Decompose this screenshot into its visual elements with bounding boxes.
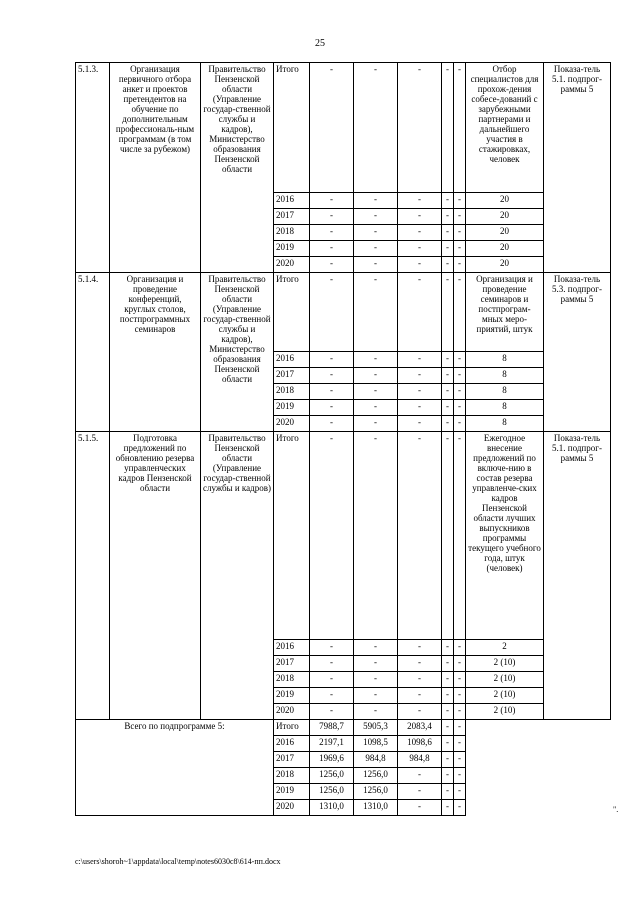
total-value: -	[454, 784, 466, 800]
year-cell: 2017	[274, 656, 310, 672]
year-cell: Итого	[274, 432, 310, 640]
item-executor: Правительство Пензенской области (Управление государ-ственной службы и кадров)	[201, 432, 274, 720]
indicator-value: 2 (10)	[466, 688, 544, 704]
item-name: Подготовка предложений по обновлению резерва управленческих кадров Пензенской области	[110, 432, 201, 720]
total-value: 984,8	[354, 752, 398, 768]
dash-cell: -	[442, 656, 454, 672]
dash-cell: -	[398, 241, 442, 257]
dash-cell: -	[454, 432, 466, 640]
dash-cell: -	[398, 672, 442, 688]
total-value: -	[398, 784, 442, 800]
indicator-value: 2 (10)	[466, 656, 544, 672]
total-year: 2020	[274, 800, 310, 816]
total-value: 1310,0	[354, 800, 398, 816]
dash-cell: -	[442, 416, 454, 432]
total-value: -	[442, 768, 454, 784]
total-value: 2197,1	[310, 736, 354, 752]
dash-cell: -	[354, 352, 398, 368]
dash-cell: -	[310, 257, 354, 273]
dash-cell: -	[398, 209, 442, 225]
total-year: 2019	[274, 784, 310, 800]
dash-cell: -	[442, 384, 454, 400]
dash-cell: -	[354, 257, 398, 273]
item-executor: Правительство Пензенской области (Управление государ-ственной службы и кадров), Министерство образования Пензенской области	[201, 273, 274, 432]
dash-cell: -	[354, 225, 398, 241]
total-value: 1310,0	[310, 800, 354, 816]
page-number: 25	[315, 38, 325, 49]
total-value: 2083,4	[398, 720, 442, 736]
total-value: -	[454, 800, 466, 816]
dash-cell: -	[442, 193, 454, 209]
dash-cell: -	[354, 193, 398, 209]
dash-cell: -	[442, 225, 454, 241]
dash-cell: -	[442, 241, 454, 257]
dash-cell: -	[398, 193, 442, 209]
total-value: -	[442, 720, 454, 736]
dash-cell: -	[354, 672, 398, 688]
dash-cell: -	[442, 209, 454, 225]
dash-cell: -	[454, 209, 466, 225]
dash-cell: -	[310, 384, 354, 400]
total-year: Итого	[274, 720, 310, 736]
dash-cell: -	[310, 688, 354, 704]
item-code: 5.1.4.	[76, 273, 110, 432]
dash-cell: -	[310, 656, 354, 672]
year-cell: 2018	[274, 672, 310, 688]
total-value: -	[442, 752, 454, 768]
year-cell: 2020	[274, 704, 310, 720]
total-value: 984,8	[398, 752, 442, 768]
dash-cell: -	[398, 257, 442, 273]
dash-cell: -	[354, 688, 398, 704]
dash-cell: -	[442, 352, 454, 368]
dash-cell: -	[310, 416, 354, 432]
dash-cell: -	[398, 63, 442, 193]
item-code: 5.1.5.	[76, 432, 110, 720]
year-cell: 2018	[274, 384, 310, 400]
indicator-value: 8	[466, 384, 544, 400]
dash-cell: -	[454, 368, 466, 384]
indicator-name: Отбор специалистов для прохож-дения собесе-дований с зарубежными партнерами и дальнейшего участия в стажировках, человек	[466, 63, 544, 193]
dash-cell: -	[354, 704, 398, 720]
dash-cell: -	[354, 384, 398, 400]
dash-cell: -	[398, 688, 442, 704]
indicator-name: Организация и проведение семинаров и постпрограм-мных меро-приятий, штук	[466, 273, 544, 352]
dash-cell: -	[442, 400, 454, 416]
target-indicator: Показа-тель 5.3. подпрог-раммы 5	[544, 273, 611, 432]
dash-cell: -	[310, 640, 354, 656]
dash-cell: -	[310, 400, 354, 416]
dash-cell: -	[398, 368, 442, 384]
dash-cell: -	[454, 400, 466, 416]
dash-cell: -	[310, 193, 354, 209]
indicator-value: 8	[466, 352, 544, 368]
dash-cell: -	[354, 273, 398, 352]
indicator-value: 2 (10)	[466, 704, 544, 720]
dash-cell: -	[442, 672, 454, 688]
table-row	[76, 63, 611, 193]
dash-cell: -	[454, 704, 466, 720]
indicator-value: 2	[466, 640, 544, 656]
table-row	[76, 720, 611, 736]
indicator-value: 20	[466, 225, 544, 241]
total-year: 2016	[274, 736, 310, 752]
total-value: -	[442, 800, 454, 816]
indicator-value: 2 (10)	[466, 672, 544, 688]
year-cell: Итого	[274, 273, 310, 352]
indicator-value: 8	[466, 400, 544, 416]
dash-cell: -	[398, 400, 442, 416]
dash-cell: -	[398, 704, 442, 720]
item-executor: Правительство Пензенской области (Управление государ-ственной службы и кадров), Министерство образования Пензенской области	[201, 63, 274, 273]
total-value: -	[454, 752, 466, 768]
total-value: -	[442, 784, 454, 800]
table-row	[76, 273, 611, 352]
dash-cell: -	[398, 432, 442, 640]
dash-cell: -	[398, 273, 442, 352]
total-value: 1098,6	[398, 736, 442, 752]
dash-cell: -	[310, 352, 354, 368]
year-cell: 2019	[274, 241, 310, 257]
dash-cell: -	[398, 640, 442, 656]
dash-cell: -	[454, 257, 466, 273]
dash-cell: -	[442, 257, 454, 273]
total-value: -	[398, 800, 442, 816]
dash-cell: -	[354, 416, 398, 432]
year-cell: 2019	[274, 400, 310, 416]
item-name: Организация и проведение конференций, круглых столов, постпрограммных семинаров	[110, 273, 201, 432]
total-value: -	[454, 736, 466, 752]
dash-cell: -	[310, 432, 354, 640]
dash-cell: -	[454, 640, 466, 656]
dash-cell: -	[354, 209, 398, 225]
item-code: 5.1.3.	[76, 63, 110, 273]
dash-cell: -	[454, 656, 466, 672]
empty-space	[466, 720, 611, 816]
year-cell: 2016	[274, 193, 310, 209]
dash-cell: -	[354, 640, 398, 656]
total-value: -	[442, 736, 454, 752]
dash-cell: -	[310, 63, 354, 193]
total-value: 1256,0	[354, 784, 398, 800]
trailing-mark: ".	[613, 805, 619, 814]
target-indicator: Показа-тель 5.1. подпрог-раммы 5	[544, 432, 611, 720]
total-value: 7988,7	[310, 720, 354, 736]
dash-cell: -	[398, 416, 442, 432]
dash-cell: -	[454, 672, 466, 688]
total-year: 2017	[274, 752, 310, 768]
dash-cell: -	[354, 656, 398, 672]
total-year: 2018	[274, 768, 310, 784]
indicator-value: 20	[466, 257, 544, 273]
total-value: 1256,0	[354, 768, 398, 784]
total-label: Всего по подпрограмме 5:	[76, 720, 274, 816]
total-value: 1098,5	[354, 736, 398, 752]
indicator-value: 20	[466, 193, 544, 209]
program-table	[75, 62, 611, 816]
indicator-value: 8	[466, 416, 544, 432]
dash-cell: -	[442, 63, 454, 193]
dash-cell: -	[310, 273, 354, 352]
year-cell: 2020	[274, 257, 310, 273]
dash-cell: -	[398, 352, 442, 368]
dash-cell: -	[310, 241, 354, 257]
dash-cell: -	[442, 688, 454, 704]
total-value: 1256,0	[310, 768, 354, 784]
year-cell: 2016	[274, 352, 310, 368]
total-value: -	[454, 768, 466, 784]
dash-cell: -	[310, 209, 354, 225]
file-path: c:\users\shoroh~1\appdata\local\temp\notes6030c8\614-пп.docx	[75, 857, 281, 866]
dash-cell: -	[454, 384, 466, 400]
dash-cell: -	[454, 416, 466, 432]
dash-cell: -	[354, 368, 398, 384]
dash-cell: -	[398, 225, 442, 241]
year-cell: 2018	[274, 225, 310, 241]
target-indicator: Показа-тель 5.1. подпрог-раммы 5	[544, 63, 611, 273]
indicator-value: 20	[466, 209, 544, 225]
total-value: 5905,3	[354, 720, 398, 736]
table-row	[76, 432, 611, 640]
dash-cell: -	[454, 193, 466, 209]
dash-cell: -	[442, 704, 454, 720]
indicator-value: 8	[466, 368, 544, 384]
dash-cell: -	[442, 640, 454, 656]
year-cell: Итого	[274, 63, 310, 193]
dash-cell: -	[354, 241, 398, 257]
dash-cell: -	[442, 368, 454, 384]
dash-cell: -	[442, 273, 454, 352]
dash-cell: -	[310, 225, 354, 241]
dash-cell: -	[454, 241, 466, 257]
year-cell: 2019	[274, 688, 310, 704]
year-cell: 2020	[274, 416, 310, 432]
item-name: Организация первичного отбора анкет и проектов претендентов на обучение по дополнительным профессиональ-ным программам (в том числе за рубежом)	[110, 63, 201, 273]
indicator-name: Ежегодное внесение предложений по включе-нию в состав резерва управленче-ских кадров Пензенской области лучших выпускников программы текущего учебного года, штук (человек)	[466, 432, 544, 640]
dash-cell: -	[454, 688, 466, 704]
dash-cell: -	[310, 672, 354, 688]
total-value: 1256,0	[310, 784, 354, 800]
year-cell: 2016	[274, 640, 310, 656]
indicator-value: 20	[466, 241, 544, 257]
total-value: -	[398, 768, 442, 784]
total-value: 1969,6	[310, 752, 354, 768]
dash-cell: -	[454, 273, 466, 352]
dash-cell: -	[310, 368, 354, 384]
dash-cell: -	[454, 63, 466, 193]
dash-cell: -	[398, 384, 442, 400]
dash-cell: -	[442, 432, 454, 640]
year-cell: 2017	[274, 209, 310, 225]
dash-cell: -	[398, 656, 442, 672]
dash-cell: -	[354, 63, 398, 193]
year-cell: 2017	[274, 368, 310, 384]
total-value: -	[454, 720, 466, 736]
dash-cell: -	[354, 400, 398, 416]
dash-cell: -	[454, 225, 466, 241]
dash-cell: -	[310, 704, 354, 720]
dash-cell: -	[454, 352, 466, 368]
dash-cell: -	[354, 432, 398, 640]
